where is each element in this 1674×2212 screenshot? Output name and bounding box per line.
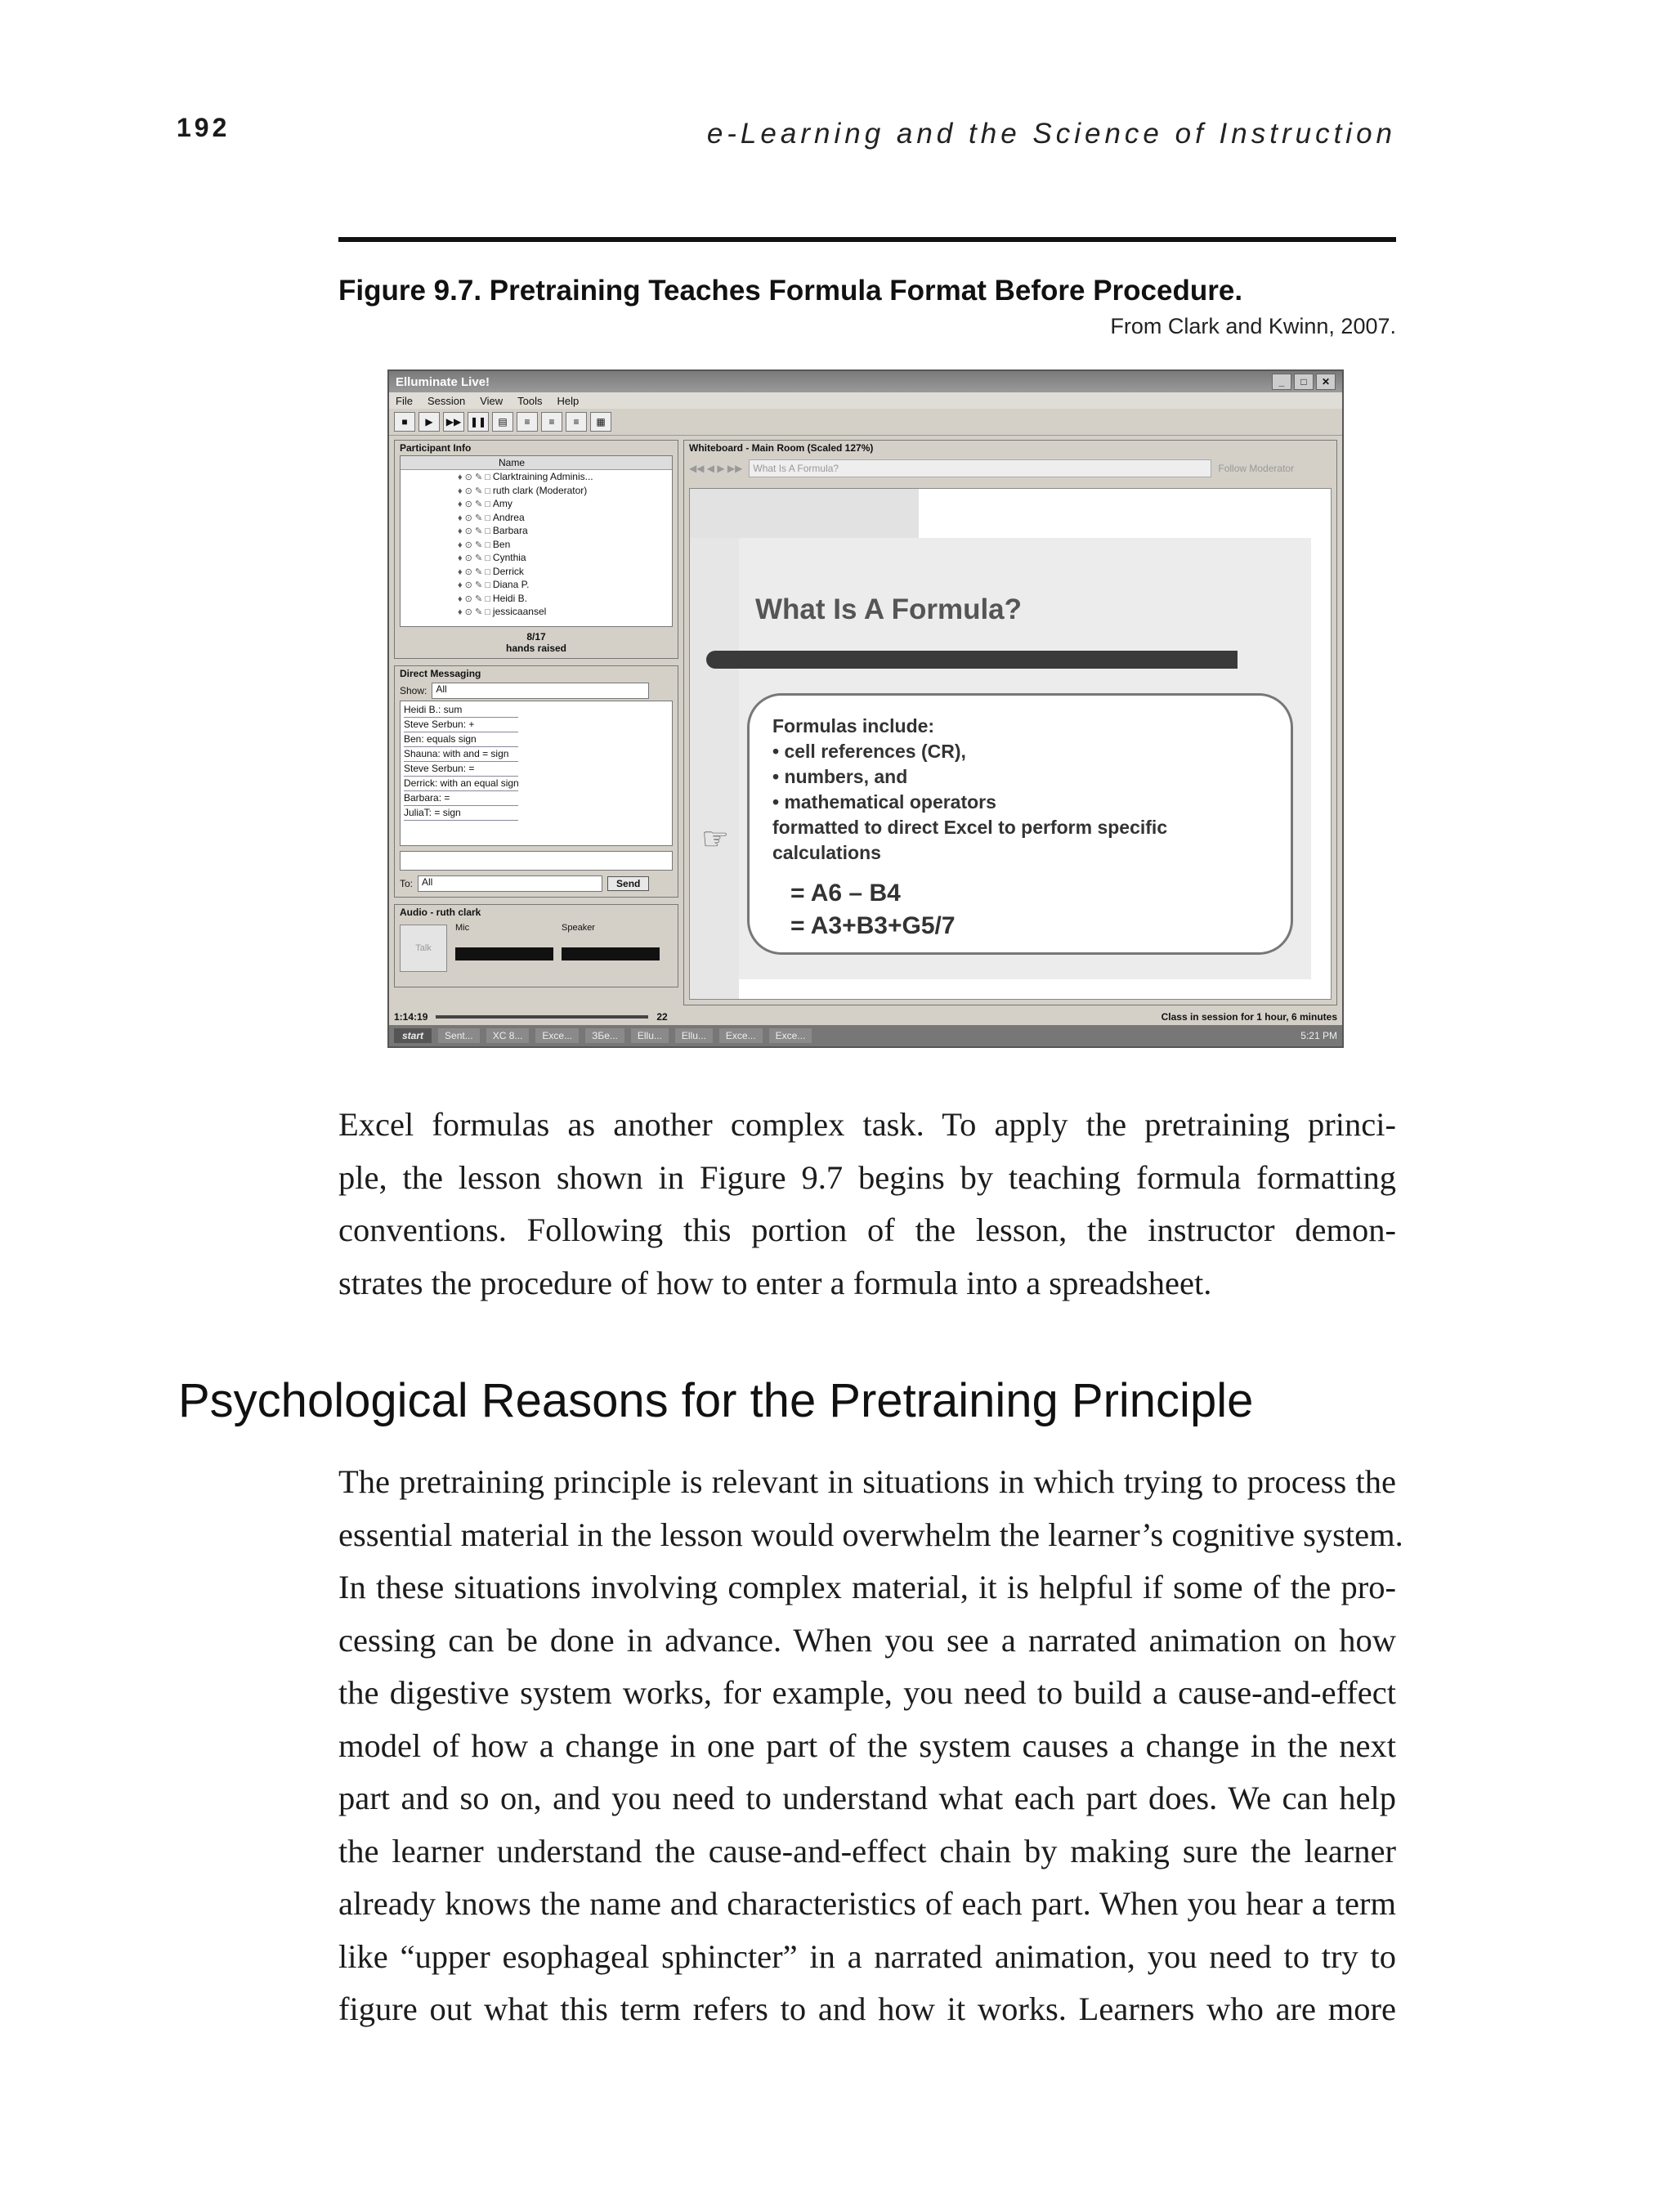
toolbar xyxy=(389,409,1342,436)
canvas-top-box xyxy=(690,489,919,538)
taskbar-item[interactable]: Sent... xyxy=(438,1028,480,1043)
speaker-level-bar xyxy=(562,947,660,960)
message-item: Derrick: with an equal sign xyxy=(404,777,518,791)
taskbar-item[interactable]: XC 8... xyxy=(486,1028,530,1043)
formula-box-line: calculations xyxy=(772,842,881,863)
message-item: Barbara: = xyxy=(404,791,518,806)
speaker-meter[interactable] xyxy=(562,923,660,987)
recipient-select[interactable]: All xyxy=(418,875,602,892)
menu-view[interactable]: View xyxy=(480,394,504,407)
text-line: model of how a change in one part of the system causes a change in the next xyxy=(338,1726,1396,1764)
page-select[interactable]: What Is A Formula? xyxy=(749,459,1211,477)
formula-box-line: • cell references (CR), xyxy=(772,741,966,762)
text-line: the learner understand the cause-and-effect chain by making sure the learner xyxy=(338,1832,1396,1869)
menubar xyxy=(389,392,1342,409)
participant-row[interactable]: ♦ ⊙ ✎ □ Amy xyxy=(401,497,672,511)
text-line: conventions. Following this portion of the lesson, the instructor demon- xyxy=(338,1211,1396,1248)
formula-box xyxy=(747,693,1293,955)
figure-screenshot xyxy=(387,369,1344,1048)
message-list[interactable] xyxy=(400,701,673,846)
canvas-left-strip xyxy=(690,489,739,999)
participant-row[interactable]: ♦ ⊙ ✎ □ Cynthia xyxy=(401,551,672,565)
whiteboard-label: Whiteboard - Main Room (Scaled 127%) xyxy=(689,442,874,454)
formula-box-line: Formulas include: xyxy=(772,715,935,737)
align-center-icon[interactable]: ≡ xyxy=(541,412,562,432)
grid-icon[interactable]: ▦ xyxy=(590,412,611,432)
message-item: Ben: equals sign xyxy=(404,732,518,747)
participant-row[interactable]: ♦ ⊙ ✎ □ Ben xyxy=(401,538,672,552)
taskbar-item[interactable]: Exce... xyxy=(769,1028,812,1043)
formula-box-line: • numbers, and xyxy=(772,766,908,787)
running-head: e-Learning and the Science of Instruction xyxy=(706,118,1396,150)
text-line: figure out what this term refers to and how it works. Learners who are more xyxy=(338,1990,1396,2027)
participant-panel xyxy=(394,440,678,659)
prev-page-icon[interactable]: ◀◀ ◀ ▶ ▶▶ xyxy=(689,463,743,474)
hands-raised xyxy=(395,627,678,658)
direct-messaging-label: Direct Messaging xyxy=(400,668,481,679)
slider-value: 22 xyxy=(656,1011,668,1023)
message-item: Steve Serbun: + xyxy=(404,718,518,732)
show-label: Show: xyxy=(400,685,427,696)
participant-row[interactable]: ♦ ⊙ ✎ □ Andrea xyxy=(401,511,672,525)
taskbar-item[interactable]: Ellu... xyxy=(675,1028,713,1043)
text-line: essential material in the lesson would overwhelm the learner’s cognitive system. xyxy=(338,1516,1403,1553)
slide-title: What Is A Formula? xyxy=(755,593,1023,625)
speaker-label: Speaker xyxy=(562,923,595,933)
fast-forward-icon[interactable]: ▶▶ xyxy=(443,412,464,432)
figure-source: From Clark and Kwinn, 2007. xyxy=(1110,314,1396,338)
name-column-header[interactable]: Name xyxy=(401,456,672,470)
text-line: cessing can be done in advance. When you see a narrated animation on how xyxy=(338,1621,1396,1659)
show-select[interactable]: All xyxy=(432,683,649,699)
text-line: part and so on, and you need to understand what each part does. We can help xyxy=(338,1780,1396,1816)
elapsed-time: 1:14:19 xyxy=(394,1011,428,1023)
timeline-slider[interactable] xyxy=(436,1015,648,1019)
taskbar-item[interactable]: ЗБе... xyxy=(585,1028,624,1043)
slide-title-bar xyxy=(706,651,1238,669)
text-line: the digestive system works, for example, you need to build a cause-and-effect xyxy=(338,1674,1396,1711)
send-button[interactable]: Send xyxy=(607,876,649,891)
text-line: Excel formulas as another complex task. To apply the pretraining princi- xyxy=(338,1106,1396,1143)
formula-box-line: • mathematical operators xyxy=(772,791,996,813)
hands-label: hands raised xyxy=(505,643,567,654)
text-line: The pretraining principle is relevant in situations in which trying to process the xyxy=(338,1463,1396,1500)
taskbar-item[interactable]: Exce... xyxy=(719,1028,763,1043)
close-icon[interactable]: ✕ xyxy=(1316,374,1336,390)
text-line: In these situations involving complex material, it is helpful if some of the pro- xyxy=(338,1569,1396,1605)
audio-controls xyxy=(395,920,678,987)
menu-session[interactable]: Session xyxy=(427,394,466,407)
pause-icon[interactable]: ❚❚ xyxy=(468,412,489,432)
participant-row[interactable]: ♦ ⊙ ✎ □ ruth clark (Moderator) xyxy=(401,484,672,498)
message-item: Heidi B.: sum xyxy=(404,703,518,718)
show-filter xyxy=(400,683,673,699)
play-icon[interactable]: ▶ xyxy=(418,412,440,432)
participant-list[interactable] xyxy=(400,455,673,627)
pointing-hand-icon: ☞ xyxy=(701,822,730,857)
stop-icon[interactable]: ■ xyxy=(394,412,415,432)
participant-row[interactable]: ♦ ⊙ ✎ □ Diana P. xyxy=(401,578,672,592)
recipient-row xyxy=(400,875,673,892)
message-item: JuliaT: = sign xyxy=(404,806,518,821)
participant-row[interactable]: ♦ ⊙ ✎ □ jessicaansel xyxy=(401,605,672,619)
participant-row[interactable]: ♦ ⊙ ✎ □ Barbara xyxy=(401,524,672,538)
to-label: To: xyxy=(400,878,414,889)
align-right-icon[interactable]: ≡ xyxy=(566,412,587,432)
mic-meter[interactable] xyxy=(455,923,553,987)
participant-row[interactable]: ♦ ⊙ ✎ □ Clarktraining Adminis... xyxy=(401,470,672,484)
paragraph-2 xyxy=(338,1456,1403,2036)
paragraph-1 xyxy=(338,1099,1396,1310)
formula-example: = A3+B3+G5/7 xyxy=(790,912,956,939)
menu-tools[interactable]: Tools xyxy=(517,394,543,407)
menu-file[interactable]: File xyxy=(396,394,413,407)
class-status: Class in session for 1 hour, 6 minutes xyxy=(1161,1011,1337,1023)
menu-help[interactable]: Help xyxy=(557,394,580,407)
message-item: Shauna: with and = sign xyxy=(404,747,518,762)
message-input[interactable] xyxy=(400,851,673,871)
follow-moderator-checkbox[interactable]: Follow Moderator xyxy=(1218,463,1295,474)
direct-messaging-panel xyxy=(394,665,678,898)
text-line: strates the procedure of how to enter a formula into a spreadsheet. xyxy=(338,1264,1212,1301)
taskbar xyxy=(389,1025,1342,1046)
start-button[interactable]: start xyxy=(394,1028,432,1043)
mic-level-bar xyxy=(455,947,553,960)
section-heading: Psychological Reasons for the Pretraining Principle xyxy=(178,1374,1254,1427)
minimize-icon[interactable]: _ xyxy=(1272,374,1291,390)
whiteboard-canvas[interactable] xyxy=(689,488,1332,1000)
window-title: Elluminate Live! xyxy=(396,374,490,389)
page-number: 192 xyxy=(177,113,231,142)
taskbar-item[interactable]: Exce... xyxy=(535,1028,579,1043)
audio-label: Audio - ruth clark xyxy=(400,907,481,918)
maximize-icon[interactable]: □ xyxy=(1294,374,1314,390)
whiteboard-nav xyxy=(689,457,1332,480)
figure-caption: Figure 9.7. Pretraining Teaches Formula Format Before Procedure. xyxy=(338,275,1243,307)
formula-example: = A6 – B4 xyxy=(790,880,901,907)
taskbar-item[interactable]: Ellu... xyxy=(631,1028,669,1043)
participant-row[interactable]: ♦ ⊙ ✎ □ Derrick xyxy=(401,565,672,579)
align-left-icon[interactable]: ≡ xyxy=(517,412,538,432)
text-line: like “upper esophageal sphincter” in a narrated animation, you need to try to xyxy=(338,1937,1396,1975)
status-bar xyxy=(394,1009,1337,1025)
text-line: ple, the lesson shown in Figure 9.7 begins by teaching formula formatting xyxy=(338,1158,1396,1196)
hands-count: 8/17 xyxy=(526,631,546,643)
whiteboard-panel xyxy=(683,440,1337,1005)
figure-rule xyxy=(338,237,1396,242)
left-column xyxy=(394,440,678,994)
audio-panel xyxy=(394,904,678,987)
message-item: Steve Serbun: = xyxy=(404,762,518,777)
mic-label: Mic xyxy=(455,923,470,933)
layout-icon[interactable]: ▤ xyxy=(492,412,513,432)
taskbar-clock: 5:21 PM xyxy=(1300,1030,1337,1041)
participant-row[interactable]: ♦ ⊙ ✎ □ Heidi B. xyxy=(401,592,672,606)
text-line: already knows the name and characteristics of each part. When you hear a term xyxy=(338,1885,1396,1922)
window-titlebar xyxy=(389,371,1342,392)
participant-panel-label: Participant Info xyxy=(400,442,472,454)
formula-box-line: formatted to direct Excel to perform specific xyxy=(772,817,1168,838)
talk-button[interactable]: Talk xyxy=(400,925,447,972)
